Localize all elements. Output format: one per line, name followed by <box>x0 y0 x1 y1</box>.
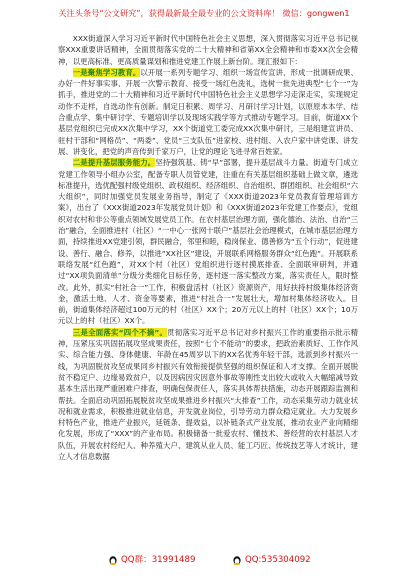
section-3-heading: 三是全面落实“四个不摘”。 <box>72 327 168 337</box>
qq-group-link[interactable] <box>108 552 195 568</box>
section-3-paragraph <box>58 327 358 463</box>
section-2-heading: 二是提升基层服务能力。 <box>72 158 156 168</box>
section-2-text: 坚持强筑基、铸“早”部署，提升基层战斗力量。街道专门成立党建工作领导小组办公室，配备专职人员管党建，注重在有关基层组织基础上做文章，遴选标准提升，选优配强村级党组织、政权组织、经济组织、自治组织、群团组织、社会组织“六大组织”，同时加强党员发展业务指导，制定了《XXX街道2023年党员教育管理培训方案》，出台了《XXX街道2023年发展党员计划》和《XXX街道2023年党建工作要点》，党组织对农村和非公等重点领域发展党员工作。在农村基层治理方面，强化德治、法治、自治“三治”融合，全面推进村（社区）“一中心一张网十联户”基层社会治理模式，在城市基层治理方面，持续推进XX党建引领，群民融合，邻里和睦，稳岗保业、德善修为“五个行动”，促进建设、善行、融合、修养，以推进“XX社区”建设，开展联系网格服务群众“红色跑”。开展联系联络发展“红色跑”，对XX个村（社区）党组织进行逐村摸底排查、全面联审研判，并通过“XX项负面清单”分级分类细化目标任务，逐村逐一落实整改方案，落实责任人，限时整改。此外，抓实“村社合一”工作，积极盘活村（社区）资源资产，用好扶持村级集体经济资金，激活土地、人才、资金等要素，推进“村社合一”发展壮大，增加村集体经济收入。目前，街道集体经济超过100万元的村（社区）XX个；20万元以上的村（社区）XX个；10万元以上的村（社区）XX个。 <box>58 158 358 326</box>
qq-group-text: QQ群：31991489 <box>121 555 196 565</box>
contact-footer <box>0 552 408 568</box>
section-1-paragraph <box>58 67 358 157</box>
section-1-text: 以开展一系列专题学习、组织一场宣传宣讲、形成一批调研成果、办好一件好事实事、开展一次警示教育、接受一场红色洗礼，选树一批先进典型“七个一”为抓手，推进党的二十大精神和习近平新时代中国特色社会主义思想学习走深走实，实现规定动作不走样，自选动作有创新。制定日积累、周学习、月研讨学习计划，以原原本本学、结合重点学、集中研讨学、专题培训学以及现场实践学等方式推动专题学习。目前，街道XX个基层党组织已完成XX次集中学习，XX个街道党工委完成XX次集中研讨，三是组建宣讲员、驻村干部和“网格员”、“两委”、党员“三支队伍”进家校、进村组、入农户家中讲党课、讲发展、讲变化，把党的声音传到千家万户，让党的理论飞进寻常百姓家。 <box>58 67 358 156</box>
section-1-heading: 一是聚焦学习教育。 <box>72 67 141 77</box>
intro-paragraph: XXX街道深入学习习近平新时代中国特色社会主义思想，深入贯彻落实习近平总书记视察XXX重要讲话精神，全面贯彻落实党的二十大精神和省第XX全会精神和市委XX次全会精神，以更高标准、更高质量谋划和推进党建工作展上新台阶。现汇报如下： <box>58 34 358 66</box>
section-3-text: 贯彻落实习近平总书记对乡村振兴工作的重要指示批示精神，压紧压实巩固拓展攻坚成果责任，按照“七个不能动”的要求，把政治素质好、工作作风实、综合能力强、身体健康、年龄在45周岁以下的XX名优秀年轻干部，选派到乡村振兴一线，为巩固脱贫攻坚成果同乡村振兴有效衔接提供坚强的组织保证和人才支撑。全面开展脱贫不稳定户、边缘易致贫户，以及因病因灾因意外事故等刚性支出较大或收入大幅缩减导致基本生活出现严重困难户排查，明确包保责任人，落实具体帮扶措施，动态开展跟踪监测和帮扶。全面启动巩固拓展脱贫攻坚成果推进乡村振兴“大排查”工作，动态采集劳动力就业状况和就业需求，积极推进就业信息，开发就业岗位，引导劳动力群众稳定就业。大力发展乡村特色产业，推进产业振兴，延链条、提效益，以补链条式产业发展，推动农业产业向精细化发展，形成了“XXX”的产业布局。积极储备一批爱农村、懂技术、善经营的农村基层人才队伍，开展农村经纪人、种养殖大户、建筑从业人员、能工巧匠、传统技艺等人才统计，建立人才信息数据 <box>58 327 358 461</box>
qq-contact-text: QQ:535304092 <box>245 555 311 565</box>
qq-contact-link[interactable] <box>232 552 311 568</box>
section-2-paragraph <box>58 157 358 326</box>
qq-penguin-icon <box>232 555 242 565</box>
document-body <box>58 33 358 531</box>
qq-penguin-icon <box>108 555 118 565</box>
promo-banner[interactable]: 关注头条号“公文研究”，获得最新最全最专业的公文资料库！ 微信：gongwen1 <box>58 8 350 18</box>
